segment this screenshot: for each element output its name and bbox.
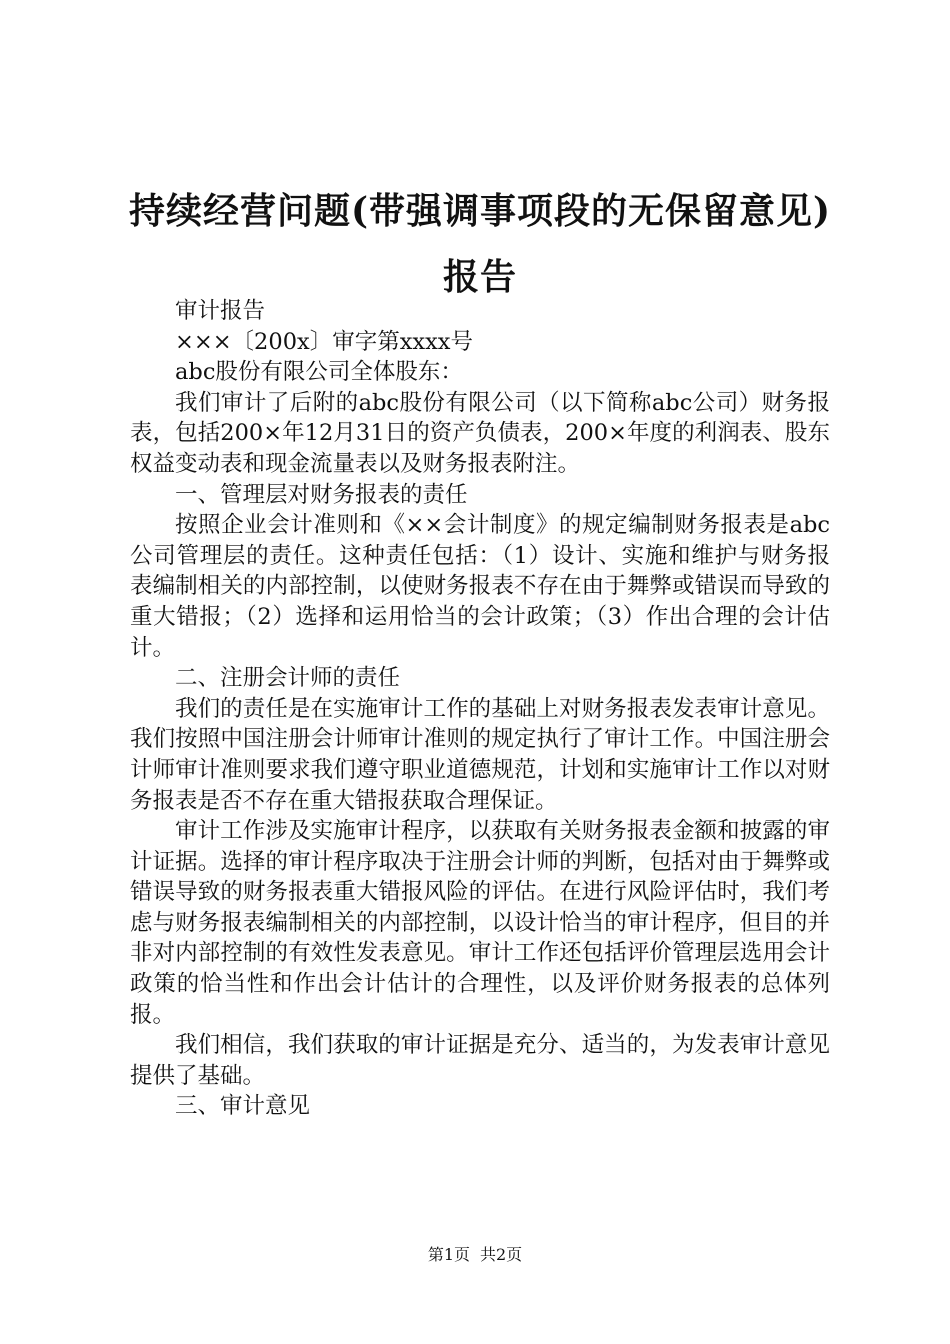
auditor-responsibility-paragraph: 我们的责任是在实施审计工作的基础上对财务报表发表审计意见。我们按照中国注册会计师审计准则的规定执行了审计工作。中国注册会计师审计准则要求我们遵守职业道德规范，计划和实施审计工作以对财务报表是否不存在重大错报获取合理保证。 xyxy=(130,695,830,814)
report-heading: 审计报告 xyxy=(175,298,266,324)
document-title: 持续经营问题(带强调事项段的无保留意见)报告 xyxy=(128,190,832,298)
section-heading-management: 一、管理层对财务报表的责任 xyxy=(175,481,468,508)
audit-evidence-paragraph: 我们相信，我们获取的审计证据是充分、适当的，为发表审计意见提供了基础。 xyxy=(130,1032,830,1089)
page-total: 共2页 xyxy=(480,1245,523,1264)
document-body xyxy=(130,296,830,1122)
report-addressee: abc股份有限公司全体股东： xyxy=(175,359,463,386)
report-number: ×××〔200x〕审字第xxxx号 xyxy=(175,328,473,355)
section-heading-auditor: 二、注册会计师的责任 xyxy=(175,665,401,692)
audit-procedures-paragraph: 审计工作涉及实施审计程序，以获取有关财务报表金额和披露的审计证据。选择的审计程序取决于注册会计师的判断，包括对由于舞弊或错误导致的财务报表重大错报风险的评估。在进行风险评估时，我们考虑与财务报表编制相关的内部控制，以设计恰当的审计程序，但目的并非对内部控制的有效性发表意见。审计工作还包括评价管理层选用会计政策的恰当性和作出会计估计的合理性，以及评价财务报表的总体列报。 xyxy=(130,818,830,1028)
page-footer xyxy=(0,1243,950,1267)
management-responsibility-paragraph: 按照企业会计准则和《××会计制度》的规定编制财务报表是abc公司管理层的责任。这种责任包括：（1）设计、实施和维护与财务报表编制相关的内部控制，以使财务报表不存在由于舞弊或错误而导致的重大错报；（2）选择和运用恰当的会计政策；（3）作出合理的会计估计。 xyxy=(130,512,830,661)
page-number: 第1页 xyxy=(427,1245,470,1264)
intro-paragraph: 我们审计了后附的abc股份有限公司（以下简称abc公司）财务报表，包括200×年12月31日的资产负债表，200×年度的利润表、股东权益变动表和现金流量表以及财务报表附注。 xyxy=(130,389,830,477)
section-heading-opinion: 三、审计意见 xyxy=(175,1093,311,1120)
